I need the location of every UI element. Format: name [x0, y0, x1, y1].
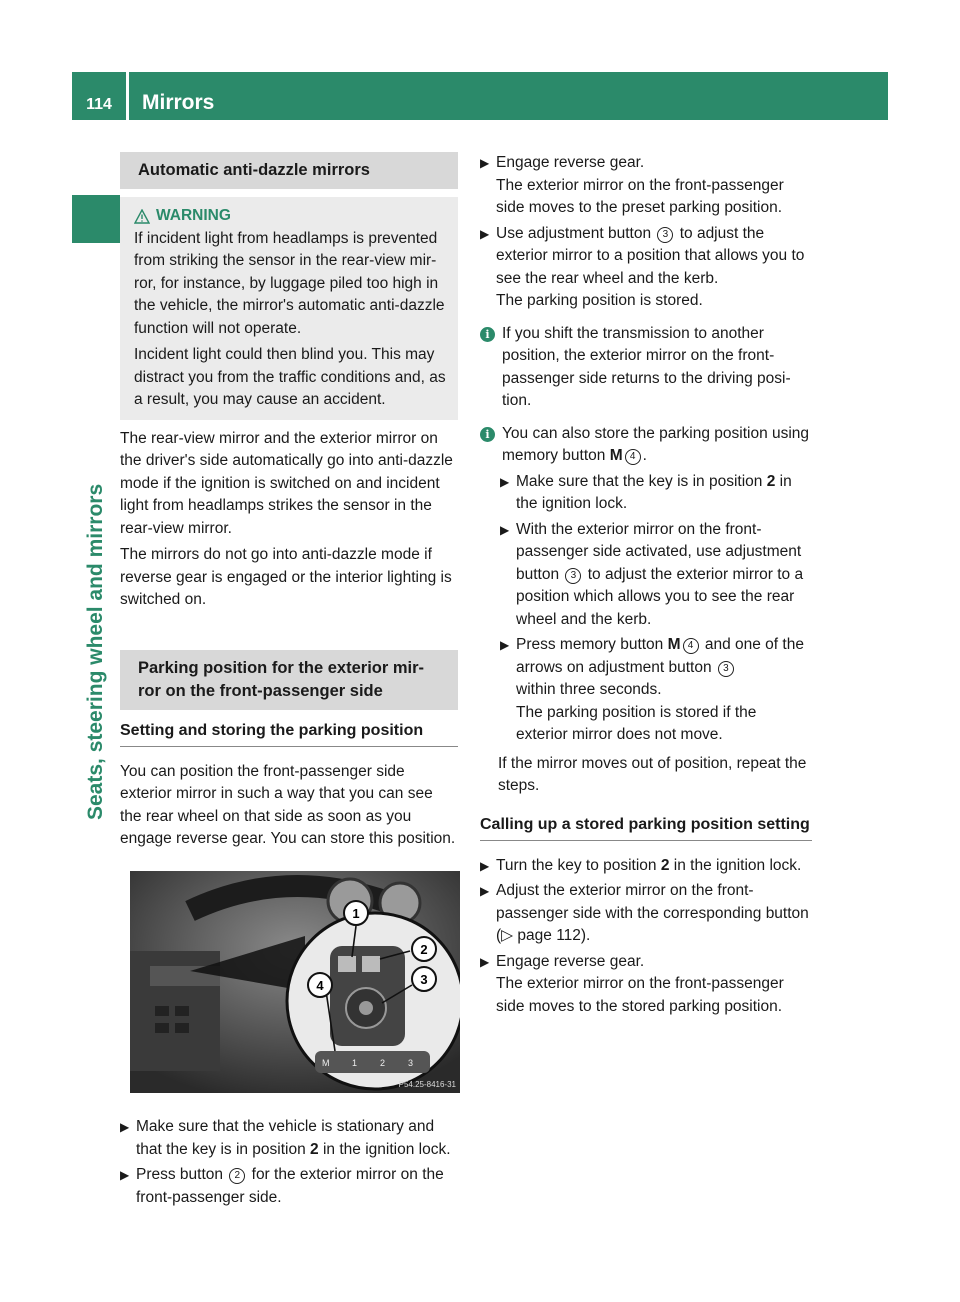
warning-box	[120, 197, 458, 420]
info-text: If you shift the transmission to another position, the exterior mirror on the front-passenger side returns to the driving position.	[502, 324, 791, 409]
right-column	[480, 152, 812, 1018]
arrow-icon: ▶	[480, 954, 490, 969]
memory-slot-label: 3	[408, 1057, 414, 1068]
arrow-icon: ▶	[480, 884, 490, 898]
instruction-step: ▶ Engage reverse gear. The exterior mirror on the front-passenger side moves to the stored parking position.	[480, 951, 812, 1019]
body-paragraph: If the mirror moves out of position, repeat the steps.	[498, 754, 807, 794]
memory-slot-label: 2	[380, 1057, 386, 1068]
section-heading-parking-position	[120, 650, 458, 710]
callout-label: 4	[316, 977, 324, 993]
chapter-tab-marker	[72, 195, 120, 243]
callout-label: 2	[420, 941, 428, 957]
button-number-icon: 3	[565, 568, 581, 584]
callout-label: 3	[420, 971, 428, 987]
photo-reference: P54.25-8416-31	[398, 1079, 456, 1089]
page-number: 114	[86, 96, 112, 113]
door-switch-photo	[130, 871, 460, 1093]
instruction-substep: ▶ Make sure that the key is in position 2 in the ignition lock.	[500, 471, 812, 516]
button-number-icon: 4	[683, 638, 699, 654]
left-column	[120, 152, 458, 1209]
memory-slot-label: 1	[352, 1057, 358, 1068]
page-reference-link[interactable]: page 112).	[513, 927, 591, 944]
body-paragraph: You can position the front-passenger side exterior mirror in such a way that you can see the rear wheel on that side as soon as you engage reverse gear. You can store this position.	[120, 762, 456, 847]
instruction-substep: ▶ With the exterior mirror on the front-passenger side activated, use adjustment button 3 to adjust the exterior mirror to a position which allows you to see the rear wheel and the kerb.	[500, 519, 812, 632]
subheading-calling-up: Calling up a stored parking position setting	[480, 814, 812, 841]
body-paragraph: The mirrors do not go into anti-dazzle mode if reverse gear is engaged or the interior lighting is switched on.	[120, 546, 452, 608]
arrow-icon: ▶	[500, 638, 510, 652]
arrow-icon: ▶	[480, 156, 490, 170]
button-number-icon: 3	[657, 227, 673, 243]
arrow-icon: ▶	[500, 474, 510, 489]
warning-text: Incident light could then blind you. This may distract you from the traffic conditions and, as a result, you may cause an accident.	[134, 346, 446, 408]
page-title: Mirrors	[142, 91, 215, 114]
arrow-icon: ▶	[120, 1168, 130, 1182]
warning-header	[134, 205, 448, 228]
arrow-icon: ▶	[480, 226, 490, 241]
warning-text: If incident light from headlamps is prevented from striking the sensor in the rear-view mirror, for instance, by luggage piled too high in the vehicle, the mirror's automatic anti-dazzle function will not operate.	[134, 229, 445, 337]
instruction-step: ▶ Use adjustment button 3 to adjust the exterior mirror to a position that allows you to see the rear wheel and the kerb. The parking position is stored.	[480, 223, 812, 313]
body-paragraph: The rear-view mirror and the exterior mirror on the driver's side automatically go into anti-dazzle mode if the ignition is switched on and incident light from headlamps strikes the sensor in the rear-view mirror.	[120, 429, 453, 537]
info-icon: i	[480, 327, 495, 342]
info-note: i You can also store the parking position using memory button M 4 .	[480, 423, 812, 468]
instruction-substep: ▶ Press memory button M 4 and one of the arrows on adjustment button 3 within three seconds. The parking position is stored if the exterior mirror does not move.	[500, 634, 812, 747]
instruction-step: ▶ Engage reverse gear. The exterior mirror on the front-passenger side moves to the preset parking position.	[480, 152, 812, 220]
info-icon: i	[480, 427, 495, 442]
arrow-icon: ▶	[120, 1120, 130, 1134]
instruction-step: ▶ Press button 2 for the exterior mirror on the front-passenger side.	[120, 1164, 458, 1209]
instruction-step: ▶ Turn the key to position 2 in the ignition lock.	[480, 855, 812, 878]
page-ref-arrow-icon: ▷	[501, 927, 514, 944]
header-divider	[126, 72, 129, 120]
button-number-icon: 3	[718, 661, 734, 677]
arrow-icon: ▶	[500, 522, 510, 537]
section-heading-line: Parking position for the exterior mir-	[138, 658, 425, 677]
subheading-setting-storing: Setting and storing the parking position	[120, 720, 458, 747]
memory-button-label: M	[322, 1057, 330, 1068]
section-heading-anti-dazzle: Automatic anti-dazzle mirrors	[120, 152, 458, 189]
button-number-icon: 4	[625, 449, 641, 465]
button-number-icon: 2	[229, 1168, 245, 1184]
warning-triangle-icon	[134, 209, 150, 224]
chapter-title: Seats, steering wheel and mirrors	[84, 483, 107, 820]
warning-label: WARNING	[156, 207, 231, 224]
instruction-step: ▶ Adjust the exterior mirror on the front-passenger side with the corresponding button (▷ page 112).	[480, 880, 812, 948]
instruction-step: ▶ Make sure that the vehicle is stationary and that the key is in position 2 in the ignition lock.	[120, 1116, 458, 1161]
callout-label: 1	[352, 905, 360, 921]
arrow-icon: ▶	[480, 858, 490, 873]
section-heading-line: ror on the front-passenger side	[138, 681, 383, 700]
info-note	[480, 323, 812, 413]
